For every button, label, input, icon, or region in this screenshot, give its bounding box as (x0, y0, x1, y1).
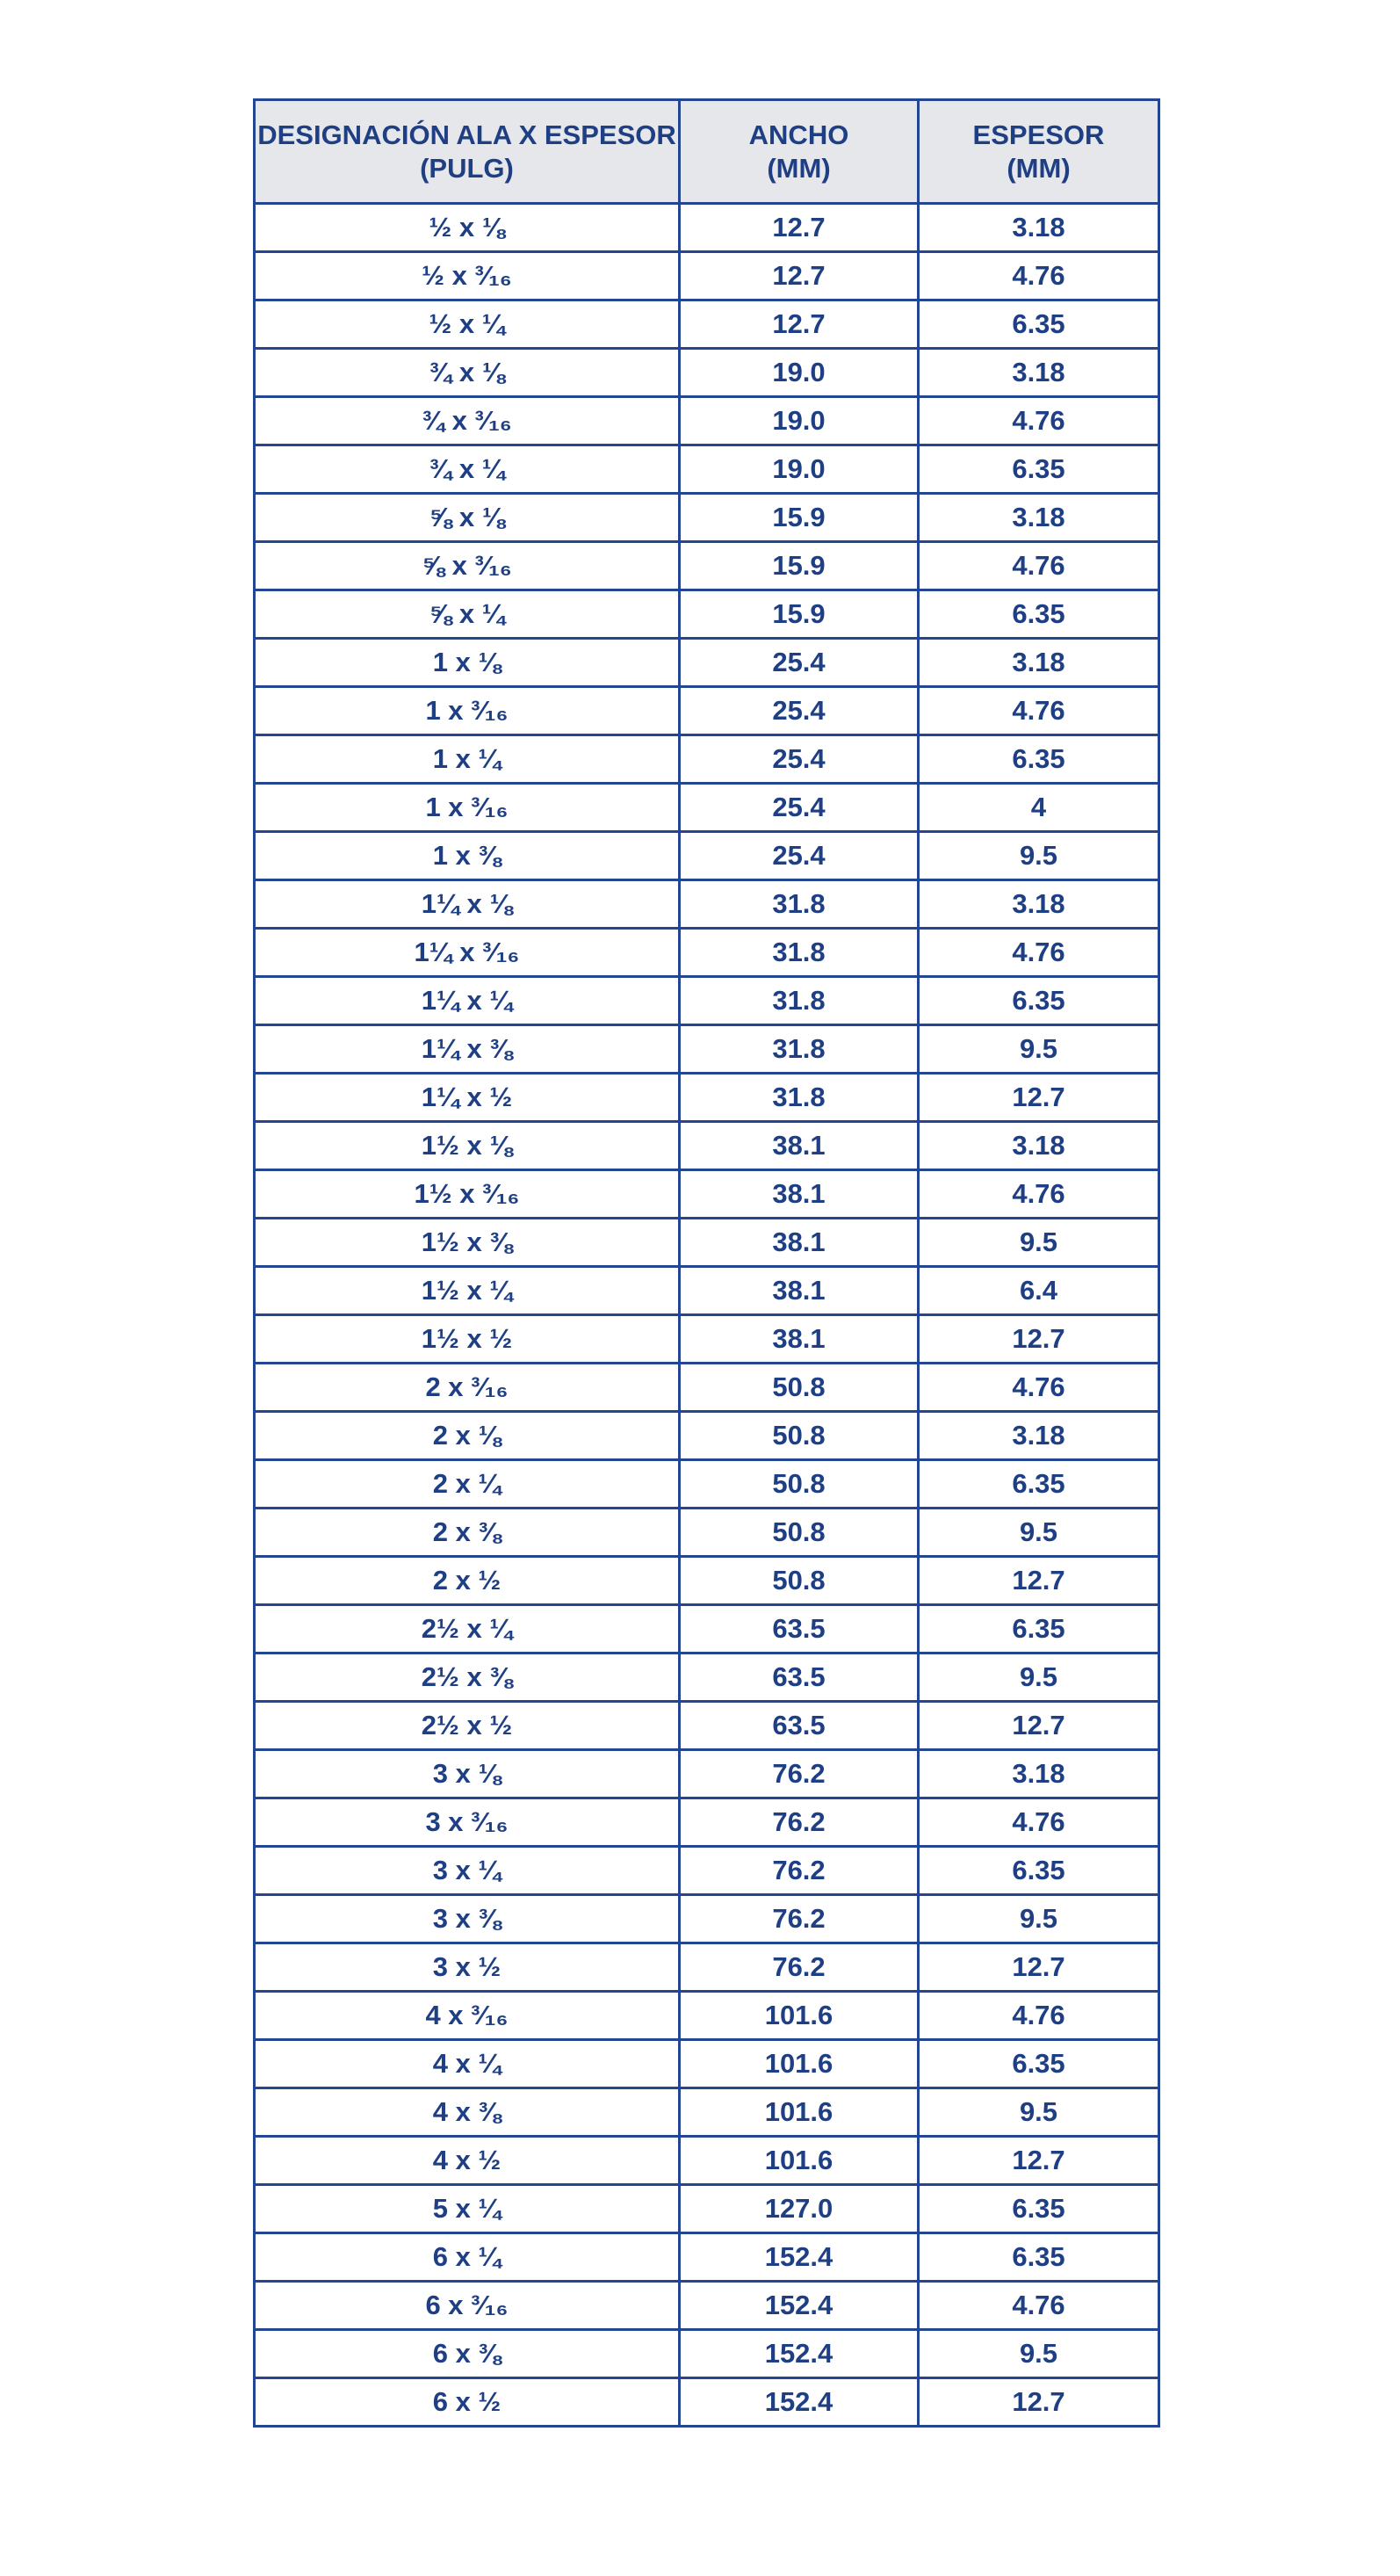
cell-thickness: 12.7 (919, 1315, 1159, 1364)
cell-thickness: 4.76 (919, 1364, 1159, 1412)
cell-width: 152.4 (680, 2378, 919, 2427)
cell-designation: 5 x ¼ (255, 2185, 680, 2233)
spec-table (253, 98, 1160, 2428)
header-designation-line1: DESIGNACIÓN ALA X ESPESOR (257, 119, 676, 150)
cell-thickness: 3.18 (919, 1122, 1159, 1170)
cell-designation: ⅝ x ¼ (255, 590, 680, 639)
cell-width: 63.5 (680, 1653, 919, 1702)
table-row (255, 929, 1159, 977)
cell-designation: 1¼ x ⅛ (255, 880, 680, 929)
table-row (255, 880, 1159, 929)
cell-designation: 1¼ x ½ (255, 1074, 680, 1122)
cell-width: 50.8 (680, 1509, 919, 1557)
cell-width: 38.1 (680, 1219, 919, 1267)
cell-designation: 1¼ x ³⁄₁₆ (255, 929, 680, 977)
cell-width: 25.4 (680, 687, 919, 735)
table-row (255, 2330, 1159, 2378)
cell-designation: 4 x ¼ (255, 2040, 680, 2088)
cell-width: 152.4 (680, 2233, 919, 2282)
table-row (255, 1798, 1159, 1847)
table-row (255, 1074, 1159, 1122)
table-row (255, 252, 1159, 300)
table-row (255, 397, 1159, 445)
table-row (255, 832, 1159, 880)
cell-designation: ¾ x ⅛ (255, 349, 680, 397)
cell-designation: 1½ x ⅛ (255, 1122, 680, 1170)
header-thickness (919, 100, 1159, 204)
cell-width: 31.8 (680, 929, 919, 977)
cell-designation: ⅝ x ⅛ (255, 494, 680, 542)
header-width-line2: (MM) (767, 152, 831, 184)
table-row (255, 1219, 1159, 1267)
cell-thickness: 12.7 (919, 1943, 1159, 1992)
cell-thickness: 9.5 (919, 2330, 1159, 2378)
cell-designation: 6 x ¼ (255, 2233, 680, 2282)
cell-designation: 1½ x ½ (255, 1315, 680, 1364)
table-row (255, 590, 1159, 639)
cell-thickness: 6.35 (919, 977, 1159, 1025)
cell-thickness: 9.5 (919, 1509, 1159, 1557)
cell-designation: 4 x ⅜ (255, 2088, 680, 2137)
table-row (255, 542, 1159, 590)
cell-thickness: 4.76 (919, 929, 1159, 977)
cell-thickness: 6.35 (919, 445, 1159, 494)
cell-thickness: 3.18 (919, 494, 1159, 542)
cell-width: 38.1 (680, 1122, 919, 1170)
cell-designation: 2 x ¼ (255, 1460, 680, 1509)
cell-thickness: 4.76 (919, 1798, 1159, 1847)
cell-designation: 3 x ¼ (255, 1847, 680, 1895)
cell-width: 50.8 (680, 1412, 919, 1460)
cell-thickness: 4.76 (919, 542, 1159, 590)
cell-designation: 1 x ³⁄₁₆ (255, 687, 680, 735)
table-row (255, 1653, 1159, 1702)
cell-width: 127.0 (680, 2185, 919, 2233)
table-row (255, 1557, 1159, 1605)
cell-width: 19.0 (680, 349, 919, 397)
cell-thickness: 3.18 (919, 880, 1159, 929)
cell-designation: 1 x ⅛ (255, 639, 680, 687)
table-row (255, 784, 1159, 832)
cell-thickness: 3.18 (919, 1750, 1159, 1798)
cell-width: 12.7 (680, 300, 919, 349)
header-row (255, 100, 1159, 204)
cell-thickness: 3.18 (919, 1412, 1159, 1460)
table-row (255, 1267, 1159, 1315)
cell-thickness: 12.7 (919, 1557, 1159, 1605)
cell-designation: 2½ x ¼ (255, 1605, 680, 1653)
cell-width: 50.8 (680, 1557, 919, 1605)
cell-width: 101.6 (680, 1992, 919, 2040)
table-row (255, 1605, 1159, 1653)
cell-thickness: 6.35 (919, 590, 1159, 639)
cell-width: 25.4 (680, 639, 919, 687)
header-designation (255, 100, 680, 204)
table-row (255, 1992, 1159, 2040)
cell-width: 38.1 (680, 1315, 919, 1364)
cell-thickness: 12.7 (919, 1074, 1159, 1122)
cell-designation: 2½ x ½ (255, 1702, 680, 1750)
table-row (255, 1315, 1159, 1364)
cell-thickness: 3.18 (919, 204, 1159, 252)
cell-width: 76.2 (680, 1895, 919, 1943)
table-row (255, 1025, 1159, 1074)
cell-thickness: 4.76 (919, 397, 1159, 445)
table-body (255, 204, 1159, 2427)
table-row (255, 2088, 1159, 2137)
cell-width: 31.8 (680, 880, 919, 929)
cell-width: 12.7 (680, 204, 919, 252)
table-row (255, 2185, 1159, 2233)
cell-width: 76.2 (680, 1847, 919, 1895)
cell-designation: 2 x ⅜ (255, 1509, 680, 1557)
cell-designation: ¾ x ¼ (255, 445, 680, 494)
cell-designation: 1¼ x ⅜ (255, 1025, 680, 1074)
cell-designation: 4 x ³⁄₁₆ (255, 1992, 680, 2040)
cell-thickness: 9.5 (919, 1653, 1159, 1702)
spec-table-container (253, 98, 1158, 2428)
table-row (255, 2378, 1159, 2427)
table-row (255, 1702, 1159, 1750)
cell-thickness: 6.35 (919, 1605, 1159, 1653)
cell-designation: 3 x ½ (255, 1943, 680, 1992)
cell-thickness: 4.76 (919, 1992, 1159, 2040)
table-header (255, 100, 1159, 204)
cell-designation: 6 x ³⁄₁₆ (255, 2282, 680, 2330)
cell-width: 31.8 (680, 977, 919, 1025)
cell-designation: 1 x ³⁄₁₆ (255, 784, 680, 832)
cell-width: 63.5 (680, 1702, 919, 1750)
table-row (255, 1412, 1159, 1460)
cell-width: 152.4 (680, 2330, 919, 2378)
cell-thickness: 4.76 (919, 252, 1159, 300)
cell-designation: 1½ x ⅜ (255, 1219, 680, 1267)
cell-thickness: 6.35 (919, 2233, 1159, 2282)
table-row (255, 1847, 1159, 1895)
table-row (255, 300, 1159, 349)
cell-designation: ½ x ³⁄₁₆ (255, 252, 680, 300)
cell-thickness: 4.76 (919, 1170, 1159, 1219)
cell-width: 50.8 (680, 1460, 919, 1509)
cell-designation: 1½ x ¼ (255, 1267, 680, 1315)
table-row (255, 1509, 1159, 1557)
cell-designation: 1 x ⅜ (255, 832, 680, 880)
cell-width: 31.8 (680, 1074, 919, 1122)
cell-designation: 2 x ⅛ (255, 1412, 680, 1460)
cell-thickness: 9.5 (919, 1025, 1159, 1074)
cell-designation: ½ x ¼ (255, 300, 680, 349)
cell-thickness: 6.35 (919, 1460, 1159, 1509)
header-width (680, 100, 919, 204)
cell-thickness: 9.5 (919, 1895, 1159, 1943)
table-row (255, 2233, 1159, 2282)
cell-designation: 2 x ½ (255, 1557, 680, 1605)
cell-width: 25.4 (680, 735, 919, 784)
cell-width: 101.6 (680, 2137, 919, 2185)
cell-width: 38.1 (680, 1267, 919, 1315)
cell-width: 50.8 (680, 1364, 919, 1412)
cell-thickness: 6.35 (919, 1847, 1159, 1895)
cell-width: 76.2 (680, 1750, 919, 1798)
cell-designation: 3 x ³⁄₁₆ (255, 1798, 680, 1847)
table-row (255, 639, 1159, 687)
cell-width: 101.6 (680, 2040, 919, 2088)
cell-thickness: 9.5 (919, 2088, 1159, 2137)
table-row (255, 687, 1159, 735)
cell-width: 63.5 (680, 1605, 919, 1653)
table-row (255, 1750, 1159, 1798)
cell-thickness: 6.35 (919, 300, 1159, 349)
cell-designation: ⅝ x ³⁄₁₆ (255, 542, 680, 590)
cell-designation: 3 x ⅜ (255, 1895, 680, 1943)
cell-width: 76.2 (680, 1798, 919, 1847)
table-row (255, 2282, 1159, 2330)
cell-designation: 6 x ½ (255, 2378, 680, 2427)
cell-thickness: 6.35 (919, 735, 1159, 784)
table-row (255, 1170, 1159, 1219)
cell-width: 31.8 (680, 1025, 919, 1074)
header-thickness-line2: (MM) (1007, 152, 1071, 184)
cell-designation: 1 x ¼ (255, 735, 680, 784)
cell-width: 152.4 (680, 2282, 919, 2330)
table-row (255, 2040, 1159, 2088)
table-row (255, 2137, 1159, 2185)
table-row (255, 204, 1159, 252)
cell-designation: ¾ x ³⁄₁₆ (255, 397, 680, 445)
cell-width: 15.9 (680, 590, 919, 639)
cell-width: 101.6 (680, 2088, 919, 2137)
table-row (255, 1364, 1159, 1412)
table-row (255, 735, 1159, 784)
cell-width: 76.2 (680, 1943, 919, 1992)
cell-designation: 6 x ⅜ (255, 2330, 680, 2378)
cell-designation: 4 x ½ (255, 2137, 680, 2185)
cell-designation: 1¼ x ¼ (255, 977, 680, 1025)
cell-thickness: 4.76 (919, 2282, 1159, 2330)
table-row (255, 494, 1159, 542)
cell-width: 38.1 (680, 1170, 919, 1219)
cell-width: 25.4 (680, 832, 919, 880)
cell-width: 15.9 (680, 494, 919, 542)
cell-designation: 2 x ³⁄₁₆ (255, 1364, 680, 1412)
header-thickness-line1: ESPESOR (972, 119, 1105, 150)
header-designation-line2: (PULG) (420, 152, 514, 184)
header-width-line1: ANCHO (748, 119, 849, 150)
cell-thickness: 12.7 (919, 2137, 1159, 2185)
cell-thickness: 9.5 (919, 832, 1159, 880)
cell-thickness: 3.18 (919, 639, 1159, 687)
cell-thickness: 6.35 (919, 2040, 1159, 2088)
table-row (255, 1122, 1159, 1170)
table-row (255, 349, 1159, 397)
cell-width: 19.0 (680, 445, 919, 494)
cell-width: 25.4 (680, 784, 919, 832)
cell-thickness: 6.35 (919, 2185, 1159, 2233)
cell-thickness: 6.4 (919, 1267, 1159, 1315)
table-row (255, 1943, 1159, 1992)
cell-width: 19.0 (680, 397, 919, 445)
cell-width: 15.9 (680, 542, 919, 590)
table-row (255, 1895, 1159, 1943)
table-row (255, 1460, 1159, 1509)
cell-thickness: 12.7 (919, 2378, 1159, 2427)
cell-thickness: 4 (919, 784, 1159, 832)
cell-designation: 1½ x ³⁄₁₆ (255, 1170, 680, 1219)
cell-thickness: 4.76 (919, 687, 1159, 735)
cell-width: 12.7 (680, 252, 919, 300)
cell-designation: 3 x ⅛ (255, 1750, 680, 1798)
table-row (255, 977, 1159, 1025)
cell-designation: 2½ x ⅜ (255, 1653, 680, 1702)
cell-thickness: 12.7 (919, 1702, 1159, 1750)
cell-thickness: 9.5 (919, 1219, 1159, 1267)
cell-thickness: 3.18 (919, 349, 1159, 397)
cell-designation: ½ x ⅛ (255, 204, 680, 252)
table-row (255, 445, 1159, 494)
